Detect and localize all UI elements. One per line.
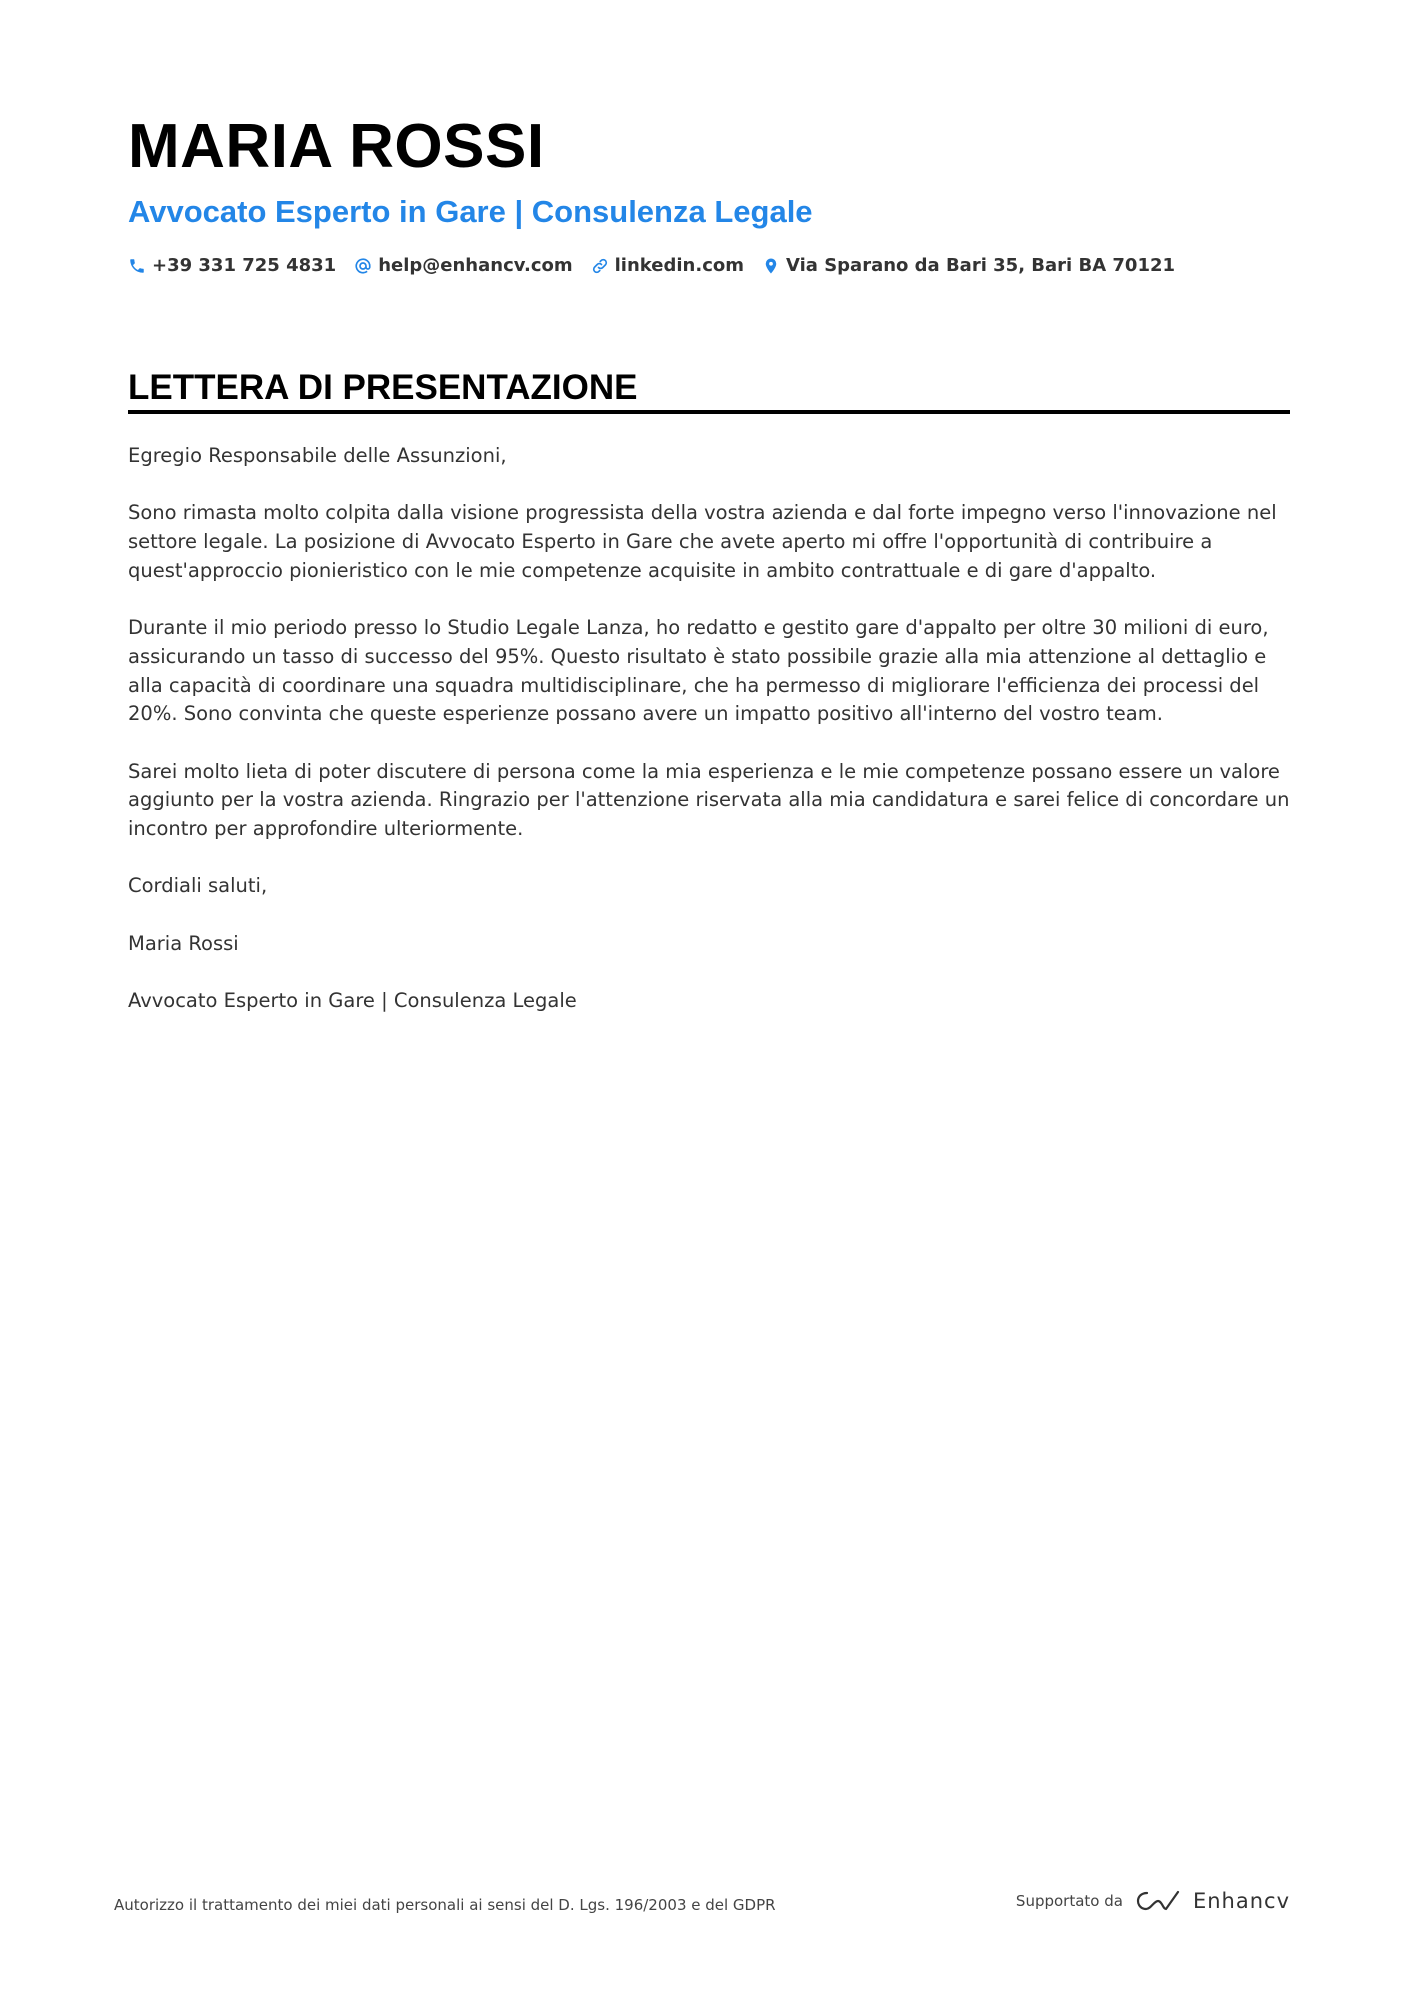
candidate-name: MARIA ROSSI	[128, 112, 545, 181]
contact-email[interactable]	[354, 252, 572, 280]
letter-signature-title: Avvocato Esperto in Gare | Consulenza Legale	[128, 989, 577, 1013]
contact-address-text: Via Sparano da Bari 35, Bari BA 70121	[786, 255, 1176, 276]
section-divider	[128, 410, 1290, 414]
letter-paragraph-3: Sarei molto lieta di poter discutere di persona come la mia esperienza e le mie competenze possano essere un valore aggiunto per la vostra azienda. Ringrazio per l'attenzione riservata alla mia candidatura e sarei felice di concordare un incontro per approfondire ulteriormente.	[128, 759, 1290, 841]
letter-closing: Cordiali saluti,	[128, 874, 268, 898]
powered-by[interactable]	[1016, 1888, 1290, 1914]
at-icon	[354, 257, 372, 275]
contact-bar	[128, 252, 1193, 280]
letter-body	[128, 442, 1290, 1045]
contact-linkedin-text: linkedin.com	[614, 255, 744, 276]
contact-phone[interactable]	[128, 252, 336, 280]
link-icon	[591, 257, 609, 275]
location-pin-icon	[762, 257, 780, 275]
contact-linkedin[interactable]	[591, 252, 744, 280]
phone-icon	[128, 257, 146, 275]
contact-email-text: help@enhancv.com	[378, 255, 573, 276]
section-title: LETTERA DI PRESENTAZIONE	[128, 368, 638, 407]
letter-paragraph-1: Sono rimasta molto colpita dalla visione progressista della vostra azienda e dal forte impegno verso l'innovazione nel settore legale. La posizione di Avvocato Esperto in Gare che avete aperto mi offre l'opportunità di contribuire a quest'approccio pionieristico con le mie competenze acquisite in ambito contrattuale e di gare d'appalto.	[128, 501, 1277, 582]
contact-address	[762, 252, 1175, 280]
candidate-title: Avvocato Esperto in Gare | Consulenza Legale	[128, 194, 813, 229]
brand-name: Enhancv	[1192, 1889, 1290, 1913]
letter-signature-name: Maria Rossi	[128, 931, 239, 955]
letter-paragraph-2: Durante il mio periodo presso lo Studio Legale Lanza, ho redatto e gestito gare d'appalto per oltre 30 milioni di euro, assicurando un tasso di successo del 95%. Questo risultato è stato possibile grazie alla mia attenzione al dettaglio e alla capacità di coordinare una squadra multidisciplinare, che ha permesso di migliorare l'efficienza dei processi del 20%. Sono convinta che queste esperienze possano avere un impatto positivo all'interno del vostro team.	[128, 616, 1269, 726]
letter-greeting: Egregio Responsabile delle Assunzioni,	[128, 444, 507, 467]
privacy-consent: Autorizzo il trattamento dei miei dati personali ai sensi del D. Lgs. 196/2003 e del GDPR	[114, 1896, 776, 1914]
enhancv-logo-icon	[1135, 1888, 1181, 1914]
powered-by-label: Supportato da	[1015, 1892, 1123, 1910]
contact-phone-text: +39 331 725 4831	[152, 255, 337, 276]
